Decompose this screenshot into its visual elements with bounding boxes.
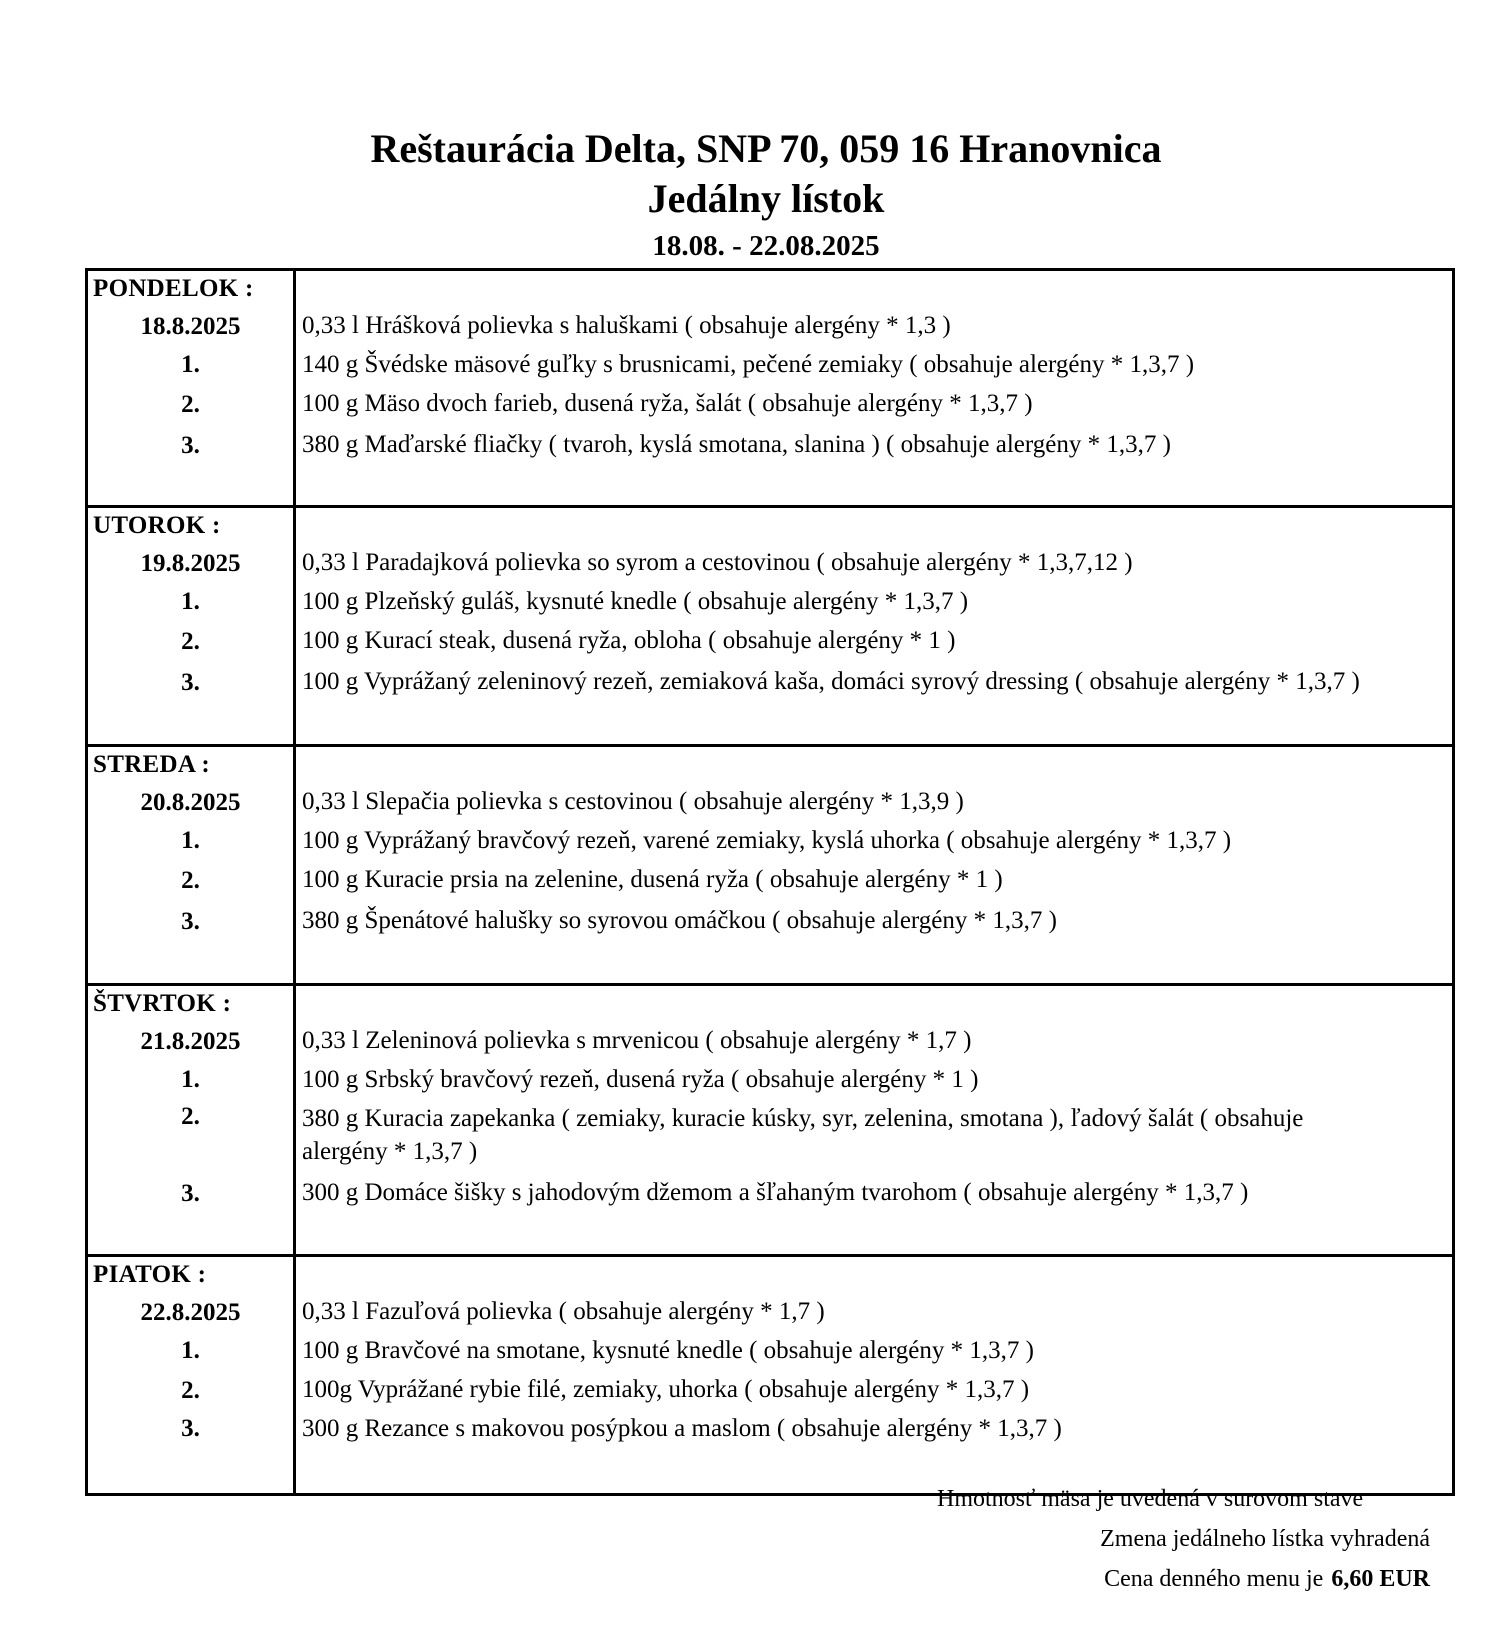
item-number: 3. bbox=[181, 1180, 200, 1207]
item-number: 1. bbox=[181, 588, 200, 615]
weekly-menu-table bbox=[85, 268, 1455, 1496]
soup-item: 0,33 l Zeleninová polievka s mrvenicou ( obsahuje alergény * 1,7 ) bbox=[302, 1027, 972, 1054]
day-row-thursday bbox=[88, 983, 1452, 1254]
menu-subtitle: Jedálny lístok bbox=[647, 176, 885, 221]
menu-item: 100 g Vyprážaný bravčový rezeň, varené zemiaky, kyslá uhorka ( obsahuje alergény * 1,3,7 ) bbox=[302, 827, 1232, 854]
menu-item: 100 g Kurací steak, dusená ryža, obloha ( obsahuje alergény * 1 ) bbox=[302, 627, 956, 654]
item-number: 3. bbox=[181, 908, 200, 935]
menu-item: 100 g Bravčové na smotane, kysnuté knedle ( obsahuje alergény * 1,3,7 ) bbox=[302, 1337, 1034, 1364]
day-date: 22.8.2025 bbox=[140, 1299, 241, 1326]
item-number: 1. bbox=[181, 351, 200, 378]
item-number: 2. bbox=[181, 391, 200, 418]
day-row-wednesday bbox=[88, 744, 1452, 983]
item-number: 1. bbox=[181, 827, 200, 854]
item-number: 3. bbox=[181, 432, 200, 459]
day-row-friday bbox=[88, 1254, 1452, 1493]
day-date: 19.8.2025 bbox=[140, 550, 241, 577]
date-range: 18.08. - 22.08.2025 bbox=[652, 230, 880, 262]
day-date: 21.8.2025 bbox=[140, 1028, 241, 1055]
menu-item: 380 g Kuracia zapekanka ( zemiaky, kuracie kúsky, syr, zelenina, smotana ), ľadový šalát ( obsahuje alergény * 1,3,7 ) bbox=[302, 1105, 1304, 1165]
menu-item: 380 g Maďarské fliačky ( tvaroh, kyslá smotana, slanina ) ( obsahuje alergény * 1,3,7 ) bbox=[302, 431, 1171, 458]
day-label-cell bbox=[88, 1257, 296, 1493]
soup-item: 0,33 l Paradajková polievka so syrom a cestovinou ( obsahuje alergény * 1,3,7,12 ) bbox=[302, 549, 1133, 576]
item-number: 3. bbox=[181, 669, 200, 696]
item-number: 2. bbox=[181, 867, 200, 894]
day-date: 18.8.2025 bbox=[140, 313, 241, 340]
item-number: 2. bbox=[181, 628, 200, 655]
day-row-tuesday bbox=[88, 505, 1452, 744]
price-value: 6,60 EUR bbox=[1331, 1566, 1430, 1592]
menu-item: 300 g Rezance s makovou posýpkou a maslom ( obsahuje alergény * 1,3,7 ) bbox=[302, 1415, 1062, 1442]
menu-item: 140 g Švédske mäsové guľky s brusnicami, pečené zemiaky ( obsahuje alergény * 1,3,7 ) bbox=[302, 351, 1195, 378]
item-number: 2. bbox=[181, 1377, 200, 1404]
day-date: 20.8.2025 bbox=[140, 789, 241, 816]
day-row-monday bbox=[88, 271, 1452, 505]
price-line bbox=[1104, 1566, 1430, 1593]
menu-item: 100 g Plzeňský guláš, kysnuté knedle ( obsahuje alergény * 1,3,7 ) bbox=[302, 588, 969, 615]
day-label-cell bbox=[88, 747, 296, 983]
menu-item: 300 g Domáce šišky s jahodovým džemom a šľahaným tvarohom ( obsahuje alergény * 1,3,7 ) bbox=[302, 1179, 1249, 1206]
menu-item: 380 g Špenátové halušky so syrovou omáčkou ( obsahuje alergény * 1,3,7 ) bbox=[302, 907, 1057, 934]
day-name: PIATOK : bbox=[93, 1261, 207, 1288]
item-number: 1. bbox=[181, 1337, 200, 1364]
menu-item: 100 g Kuracie prsia na zelenine, dusená ryža ( obsahuje alergény * 1 ) bbox=[302, 866, 1003, 893]
menu-item: 100 g Mäso dvoch farieb, dusená ryža, šalát ( obsahuje alergény * 1,3,7 ) bbox=[302, 390, 1033, 417]
menu-item: 100 g Vyprážaný zeleninový rezeň, zemiaková kaša, domáci syrový dressing ( obsahuje alergény * 1,3,7 ) bbox=[302, 668, 1360, 695]
day-name: ŠTVRTOK : bbox=[93, 990, 232, 1017]
menu-change-note: Zmena jedálneho lístka vyhradená bbox=[1100, 1526, 1430, 1552]
soup-item: 0,33 l Slepačia polievka s cestovinou ( obsahuje alergény * 1,3,9 ) bbox=[302, 788, 964, 815]
day-label-cell bbox=[88, 508, 296, 744]
item-number: 3. bbox=[181, 1415, 200, 1442]
day-name: PONDELOK : bbox=[93, 275, 254, 302]
menu-item: 100 g Srbský bravčový rezeň, dusená ryža ( obsahuje alergény * 1 ) bbox=[302, 1066, 979, 1093]
day-label-cell bbox=[88, 271, 296, 505]
day-label-cell bbox=[88, 986, 296, 1254]
soup-item: 0,33 l Hrášková polievka s haluškami ( obsahuje alergény * 1,3 ) bbox=[302, 312, 951, 339]
restaurant-title: Reštaurácia Delta, SNP 70, 059 16 Hranovnica bbox=[370, 126, 1162, 171]
item-number: 1. bbox=[181, 1066, 200, 1093]
day-name: UTOROK : bbox=[93, 512, 221, 539]
soup-item: 0,33 l Fazuľová polievka ( obsahuje alergény * 1,7 ) bbox=[302, 1298, 825, 1325]
price-label: Cena denného menu je bbox=[1104, 1566, 1324, 1592]
menu-item: 100g Vyprážané rybie filé, zemiaky, uhorka ( obsahuje alergény * 1,3,7 ) bbox=[302, 1376, 1030, 1403]
meat-weight-note: Hmotnosť mäsa je uvedená v surovom stave bbox=[937, 1486, 1364, 1512]
item-number: 2. bbox=[181, 1103, 200, 1130]
menu-header bbox=[0, 124, 1502, 266]
day-name: STREDA : bbox=[93, 751, 211, 778]
